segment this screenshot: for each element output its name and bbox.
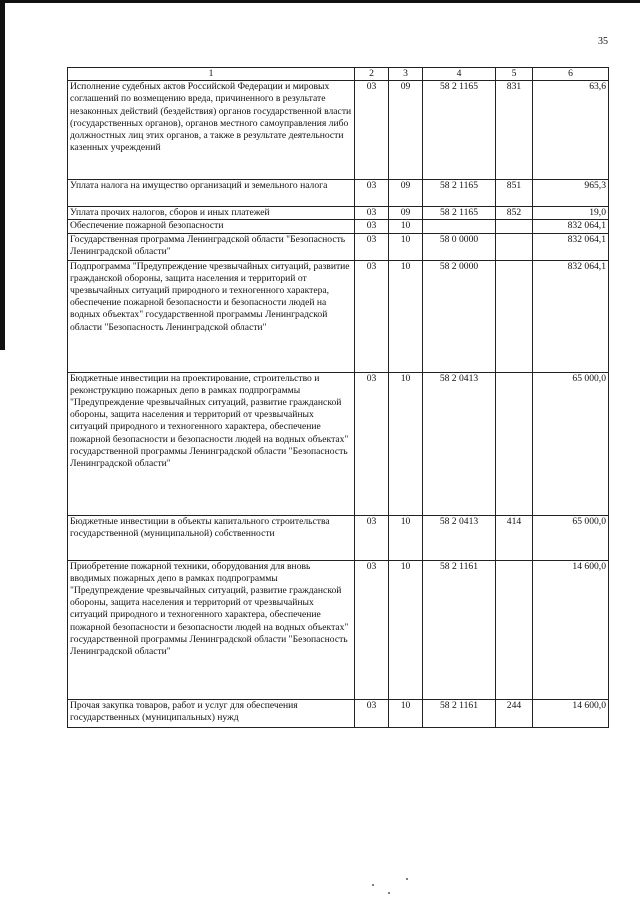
budget-table	[67, 67, 609, 728]
row-subsection: 10	[389, 233, 423, 260]
table-row	[68, 699, 609, 727]
row-name: Уплата прочих налогов, сборов и иных платежей	[68, 207, 355, 220]
row-section: 03	[355, 515, 389, 560]
row-name: Государственная программа Ленинградской области "Безопасность Ленинградской области"	[68, 233, 355, 260]
row-target-article: 58 2 1165	[423, 81, 496, 180]
row-name: Бюджетные инвестиции в объекты капитального строительства государственной (муниципальной) собственности	[68, 515, 355, 560]
table-row	[68, 372, 609, 515]
row-section: 03	[355, 260, 389, 372]
row-subsection: 10	[389, 515, 423, 560]
scan-speck	[372, 884, 374, 886]
table-row	[68, 233, 609, 260]
table-row	[68, 180, 609, 207]
table-row	[68, 260, 609, 372]
row-sum: 14 600,0	[533, 699, 609, 727]
scan-speck	[406, 878, 408, 880]
row-target-article: 58 2 0413	[423, 515, 496, 560]
row-target-article: 58 2 1161	[423, 699, 496, 727]
table-row	[68, 220, 609, 233]
row-sum: 832 064,1	[533, 233, 609, 260]
row-section: 03	[355, 180, 389, 207]
row-sum: 14 600,0	[533, 560, 609, 699]
row-subsection: 09	[389, 180, 423, 207]
row-subsection: 09	[389, 81, 423, 180]
header-col-4: 4	[423, 68, 496, 81]
row-section: 03	[355, 207, 389, 220]
header-col-3: 3	[389, 68, 423, 81]
row-subsection: 09	[389, 207, 423, 220]
row-target-article	[423, 220, 496, 233]
table-row	[68, 81, 609, 180]
table-row	[68, 560, 609, 699]
row-sum: 965,3	[533, 180, 609, 207]
row-expense-type	[496, 220, 533, 233]
row-section: 03	[355, 699, 389, 727]
row-section: 03	[355, 233, 389, 260]
row-target-article: 58 2 0413	[423, 372, 496, 515]
table-row	[68, 515, 609, 560]
row-subsection: 10	[389, 220, 423, 233]
scan-edge-left	[0, 0, 5, 350]
row-expense-type: 414	[496, 515, 533, 560]
header-row	[68, 68, 609, 81]
row-expense-type: 831	[496, 81, 533, 180]
row-section: 03	[355, 220, 389, 233]
row-name: Бюджетные инвестиции на проектирование, строительство и реконструкцию пожарных депо в рамках подпрограммы "Предупреждение чрезвычайных ситуаций, развитие гражданской обороны, защита населения и территорий от чрезвычайных ситуаций природного и техногенного характера, обеспечение пожарной безопасности и безопасности людей на водных объектах" государственной программы Ленинградской области "Безопасность Ленинградской области"	[68, 372, 355, 515]
row-name: Подпрограмма "Предупреждение чрезвычайных ситуаций, развитие гражданской обороны, защита населения и территорий от чрезвычайных ситуаций природного и техногенного характера, обеспечение пожарной безопасности и безопасности людей на водных объектах" государственной программы Ленинградской области "Безопасность Ленинградской области"	[68, 260, 355, 372]
row-sum: 65 000,0	[533, 515, 609, 560]
row-expense-type: 852	[496, 207, 533, 220]
row-target-article: 58 2 1165	[423, 207, 496, 220]
page-number: 35	[598, 36, 608, 47]
row-name: Обеспечение пожарной безопасности	[68, 220, 355, 233]
row-sum: 832 064,1	[533, 220, 609, 233]
row-section: 03	[355, 372, 389, 515]
table-row	[68, 207, 609, 220]
row-expense-type: 851	[496, 180, 533, 207]
row-sum: 63,6	[533, 81, 609, 180]
row-expense-type	[496, 260, 533, 372]
scan-edge-top	[0, 0, 640, 3]
row-sum: 832 064,1	[533, 260, 609, 372]
row-expense-type: 244	[496, 699, 533, 727]
header-col-1: 1	[68, 68, 355, 81]
row-subsection: 10	[389, 699, 423, 727]
row-expense-type	[496, 233, 533, 260]
row-target-article: 58 0 0000	[423, 233, 496, 260]
row-expense-type	[496, 560, 533, 699]
row-target-article: 58 2 1165	[423, 180, 496, 207]
row-expense-type	[496, 372, 533, 515]
row-subsection: 10	[389, 260, 423, 372]
row-section: 03	[355, 81, 389, 180]
row-name: Прочая закупка товаров, работ и услуг для обеспечения государственных (муниципальных) нужд	[68, 699, 355, 727]
row-target-article: 58 2 1161	[423, 560, 496, 699]
row-name: Приобретение пожарной техники, оборудования для вновь вводимых пожарных депо в рамках подпрограммы "Предупреждение чрезвычайных ситуаций, развитие гражданской обороны, защита населения и территорий от чрезвычайных ситуаций природного и техногенного характера, обеспечение пожарной безопасности и безопасности людей на водных объектах" государственной программы Ленинградской области "Безопасность Ленинградской области"	[68, 560, 355, 699]
header-col-6: 6	[533, 68, 609, 81]
row-name: Исполнение судебных актов Российской Федерации и мировых соглашений по возмещению вреда, причиненного в результате незаконных действий (бездействия) органов государственной власти (государственных органов), органов местного самоуправления либо должностных лиц этих органов, а также в результате деятельности казенных учреждений	[68, 81, 355, 180]
row-section: 03	[355, 560, 389, 699]
row-subsection: 10	[389, 372, 423, 515]
row-subsection: 10	[389, 560, 423, 699]
header-col-5: 5	[496, 68, 533, 81]
row-sum: 19,0	[533, 207, 609, 220]
row-target-article: 58 2 0000	[423, 260, 496, 372]
scan-speck	[388, 892, 390, 894]
row-sum: 65 000,0	[533, 372, 609, 515]
header-col-2: 2	[355, 68, 389, 81]
row-name: Уплата налога на имущество организаций и земельного налога	[68, 180, 355, 207]
